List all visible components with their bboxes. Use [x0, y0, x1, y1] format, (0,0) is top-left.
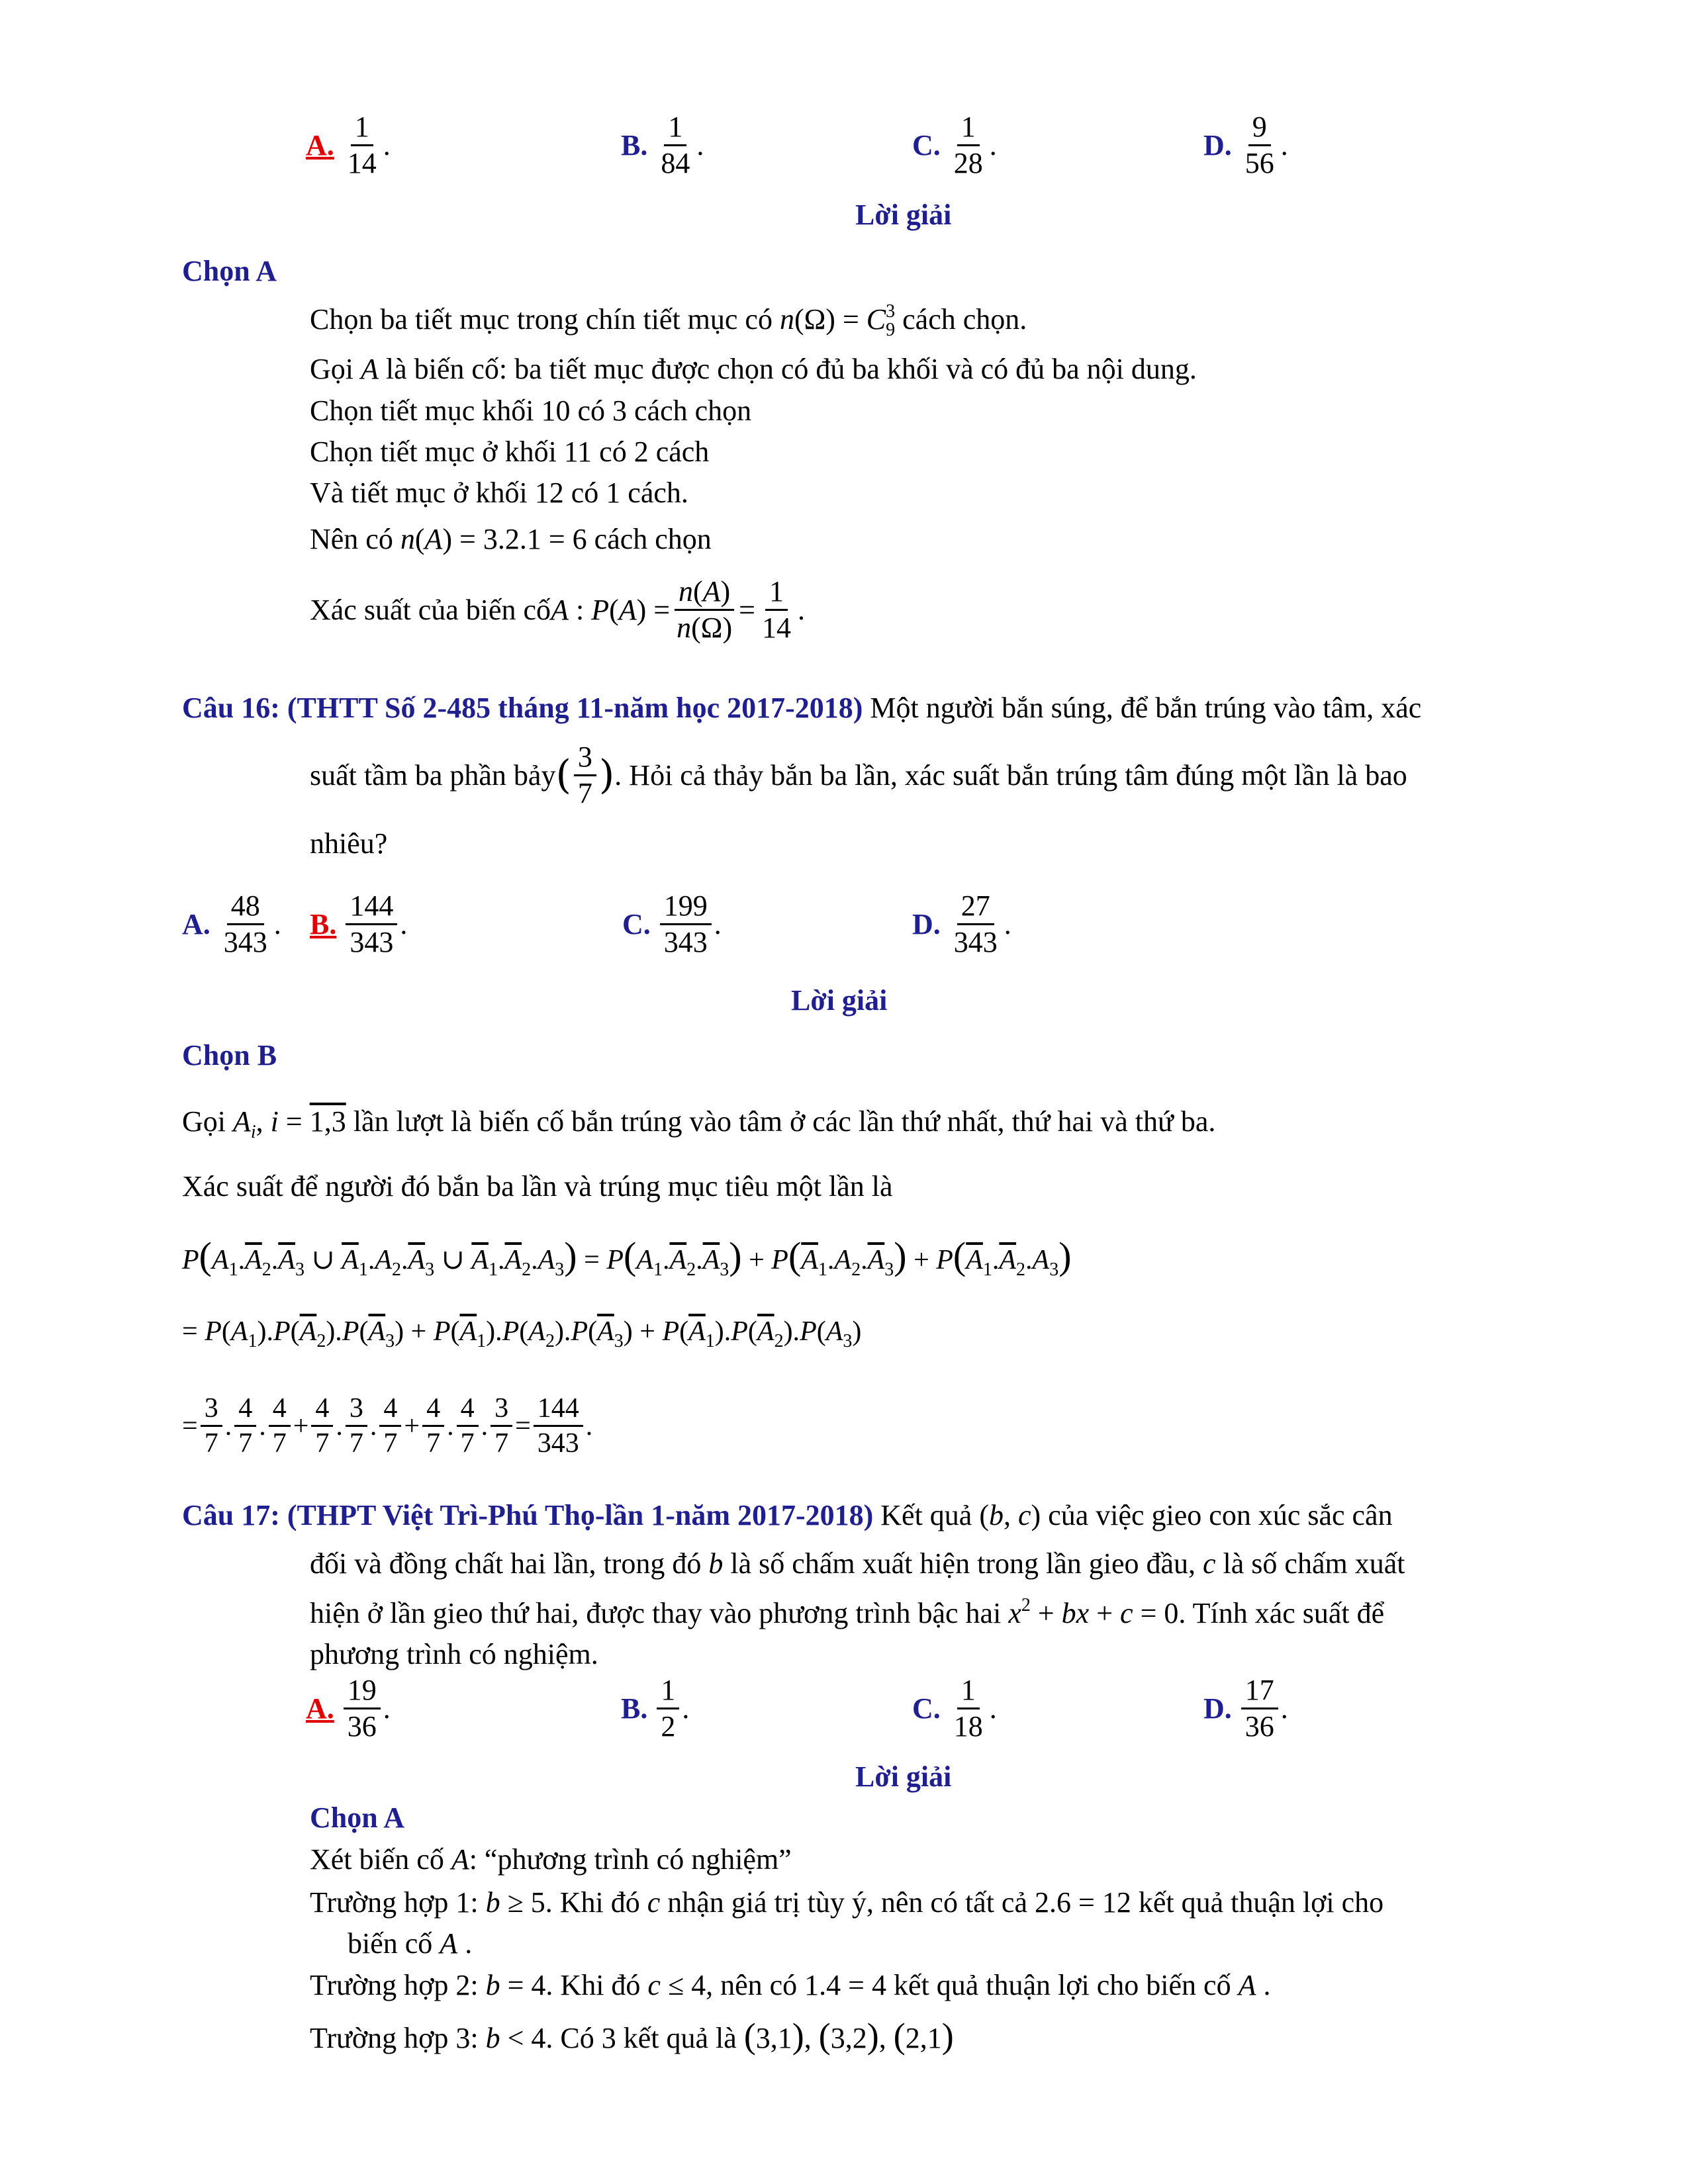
option-label: C. [912, 129, 941, 162]
option-label: A. [306, 129, 334, 162]
fraction: $\frac{1}{18}$ [953, 1674, 983, 1743]
q16-formula-line: = $\frac{3}{7}$ . $\frac{4}{7}$ . $\frac{4}{7}$ + $\frac{4}{7}$ . $\frac{3}{7}$ . $\frac{4}{7}$ + $\frac{4}{7}$ . $\frac{4}{7}$ . $\frac{3}{7}$ = $\frac{144}{343}$ . [182, 1393, 593, 1459]
fraction: $\frac{48}{343}$ [223, 889, 267, 959]
q15-solution-line: Chọn tiết mục ở khối 11 có 2 cách [310, 435, 710, 468]
option-label: A. [182, 908, 211, 941]
q17-question-line: hiện ở lần gieo thứ hai, được thay vào phương trình bậc hai $x^2$ + bx + c = 0. Tính xác suất để [310, 1595, 1385, 1629]
q17-option-a[interactable]: A. $\frac{19}{36}$ . [306, 1674, 391, 1743]
solution-heading: Lời giải [855, 199, 952, 231]
option-label: A. [306, 1692, 334, 1725]
option-label: B. [621, 129, 648, 162]
q15-solution-line: Và tiết mục ở khối 12 có 1 cách. [310, 477, 688, 509]
q17-question-line: Câu 17: (THPT Việt Trì-Phú Thọ-lần 1-năm 2017-2018) Kết quả (b, c) của việc gieo con xúc sắc cân [182, 1499, 1393, 1531]
q17-solution-line: Trường hợp 2: b = 4. Khi đó c ≤ 4, nên có 1.4 = 4 kết quả thuận lợi cho biến cố A . [310, 1969, 1271, 2001]
option-label: D. [1203, 1692, 1232, 1725]
q17-label: Câu 17: [182, 1499, 280, 1531]
q16-solution-line: Xác suất để người đó bắn ba lần và trúng mục tiêu một lần là [182, 1170, 893, 1203]
q15-option-a[interactable]: A. $\frac{1}{14}$ . [306, 111, 391, 180]
q16-option-d[interactable]: D. $\frac{27}{343}$ . [912, 889, 1011, 959]
q17-option-c[interactable]: C. $\frac{1}{18}$ . [912, 1674, 997, 1743]
q15-solution-line: Nên có n(A) = 3.2.1 = 6 cách chọn [310, 523, 712, 555]
q17-source: (THPT Việt Trì-Phú Thọ-lần 1-năm 2017-2018) [287, 1499, 874, 1531]
q16-option-b[interactable]: B. $\frac{144}{343}$ . [310, 889, 408, 959]
q15-choice: Chọn A [182, 255, 277, 287]
q17-question-line: phương trình có nghiệm. [310, 1638, 598, 1670]
q16-formula-line: = $P(A_1).P(\overline{A}_2).P(\overline{A}_3) + P(\overline{A}_1).P(A_2).P(\overline{A}_3) + P(\overline{A}_1).P(\overline{A}_2).P(A_3)$ [182, 1316, 862, 1351]
option-label: B. [310, 908, 337, 941]
q16-label: Câu 16: [182, 692, 280, 724]
option-label: B. [621, 1692, 648, 1725]
q16-option-c[interactable]: C. $\frac{199}{343}$ . [622, 889, 722, 959]
q16-option-a[interactable]: A. $\frac{48}{343}$ . [182, 889, 281, 959]
option-label: C. [622, 908, 651, 941]
option-label: D. [912, 908, 941, 941]
q17-solution-line: biến cố A . [348, 1927, 473, 1960]
solution-heading: Lời giải [855, 1760, 952, 1793]
q15-solution-line: Chọn tiết mục khối 10 có 3 cách chọn [310, 394, 752, 427]
fraction: $\frac{1}{28}$ [953, 111, 983, 180]
q17-solution-line: Xét biến cố A: “phương trình có nghiệm” [310, 1843, 792, 1876]
q17-option-b[interactable]: B. $\frac{1}{2}$ . [621, 1674, 690, 1743]
q17-solution-line: Trường hợp 3: b < 4. Có 3 kết quả là (3,1), (3,2), (2,1) [310, 2016, 954, 2056]
q15-option-b[interactable]: B. $\frac{1}{84}$ . [621, 111, 704, 180]
q16-solution-line: Gọi $A_i$, i = 1,3 lần lượt là biến cố bắn trúng vào tâm ở các lần thứ nhất, thứ hai và thứ ba. [182, 1105, 1216, 1142]
fraction: $\frac{1}{14}$ [347, 111, 377, 180]
option-label: C. [912, 1692, 941, 1725]
q15-option-d[interactable]: D. $\frac{9}{56}$ . [1203, 111, 1288, 180]
q16-question-line: nhiêu? [310, 827, 388, 860]
q15-probability-line: Xác suất của biến cố A : P ( A ) = $\frac{n(A)}{n(\Omega)}$ = $\frac{1}{14}$ . [310, 575, 805, 645]
option-label: D. [1203, 129, 1232, 162]
q16-formula-line: $P(A_1.\overline{A}_2.\overline{A}_3$ ∪ $\overline{A}_1.A_2.\overline{A}_3$ ∪ $\overline{A}_1.\overline{A}_2.A_3) = P(A_1.\overline{A}_2.\overline{A}_3) + P(\overline{A}_1.A_2.\overline{A}_3) + P(\overline{A}_1.\overline{A}_2.A_3)$ [182, 1234, 1072, 1280]
fraction: $\frac{27}{343}$ [953, 889, 998, 959]
fraction: $\frac{19}{36}$ [344, 1674, 381, 1743]
q16-choice: Chọn B [182, 1039, 277, 1071]
q17-question-line: đối và đồng chất hai lần, trong đó b là số chấm xuất hiện trong lần gieo đầu, c là số chấm xuất [310, 1547, 1405, 1580]
q16-source: (THTT Số 2-485 tháng 11-năm học 2017-2018) [287, 692, 863, 724]
solution-heading: Lời giải [791, 984, 888, 1017]
fraction: $\frac{144}{343}$ [346, 890, 397, 959]
fraction: $\frac{1}{2}$ [657, 1674, 679, 1743]
q17-option-d[interactable]: D. $\frac{17}{36}$ . [1203, 1674, 1288, 1743]
q17-choice: Chọn A [310, 1801, 405, 1834]
q15-solution-line: Chọn ba tiết mục trong chín tiết mục có $n(\Omega) = C_9^3$ cách chọn. [310, 301, 1027, 340]
q16-question-line: suất tầm ba phần bảy ( $\frac{3}{7}$ ) . Hỏi cả thảy bắn ba lần, xác suất bắn trúng tâm đúng một lần là bao [310, 741, 1407, 810]
q15-option-c[interactable]: C. $\frac{1}{28}$ . [912, 111, 997, 180]
fraction: $\frac{199}{343}$ [660, 890, 712, 959]
fraction: $\frac{17}{36}$ [1241, 1674, 1278, 1743]
q16-question-line: Câu 16: (THTT Số 2-485 tháng 11-năm học 2017-2018) Một người bắn súng, để bắn trúng vào tâm, xác [182, 692, 1422, 724]
fraction: $\frac{1}{84}$ [661, 111, 690, 180]
q15-solution-line: Gọi A là biến cố: ba tiết mục được chọn có đủ ba khối và có đủ ba nội dung. [310, 353, 1197, 385]
fraction: $\frac{9}{56}$ [1244, 111, 1274, 180]
q17-solution-line: Trường hợp 1: b ≥ 5. Khi đó c nhận giá trị tùy ý, nên có tất cả 2.6 = 12 kết quả thuận lợi cho [310, 1886, 1384, 1919]
